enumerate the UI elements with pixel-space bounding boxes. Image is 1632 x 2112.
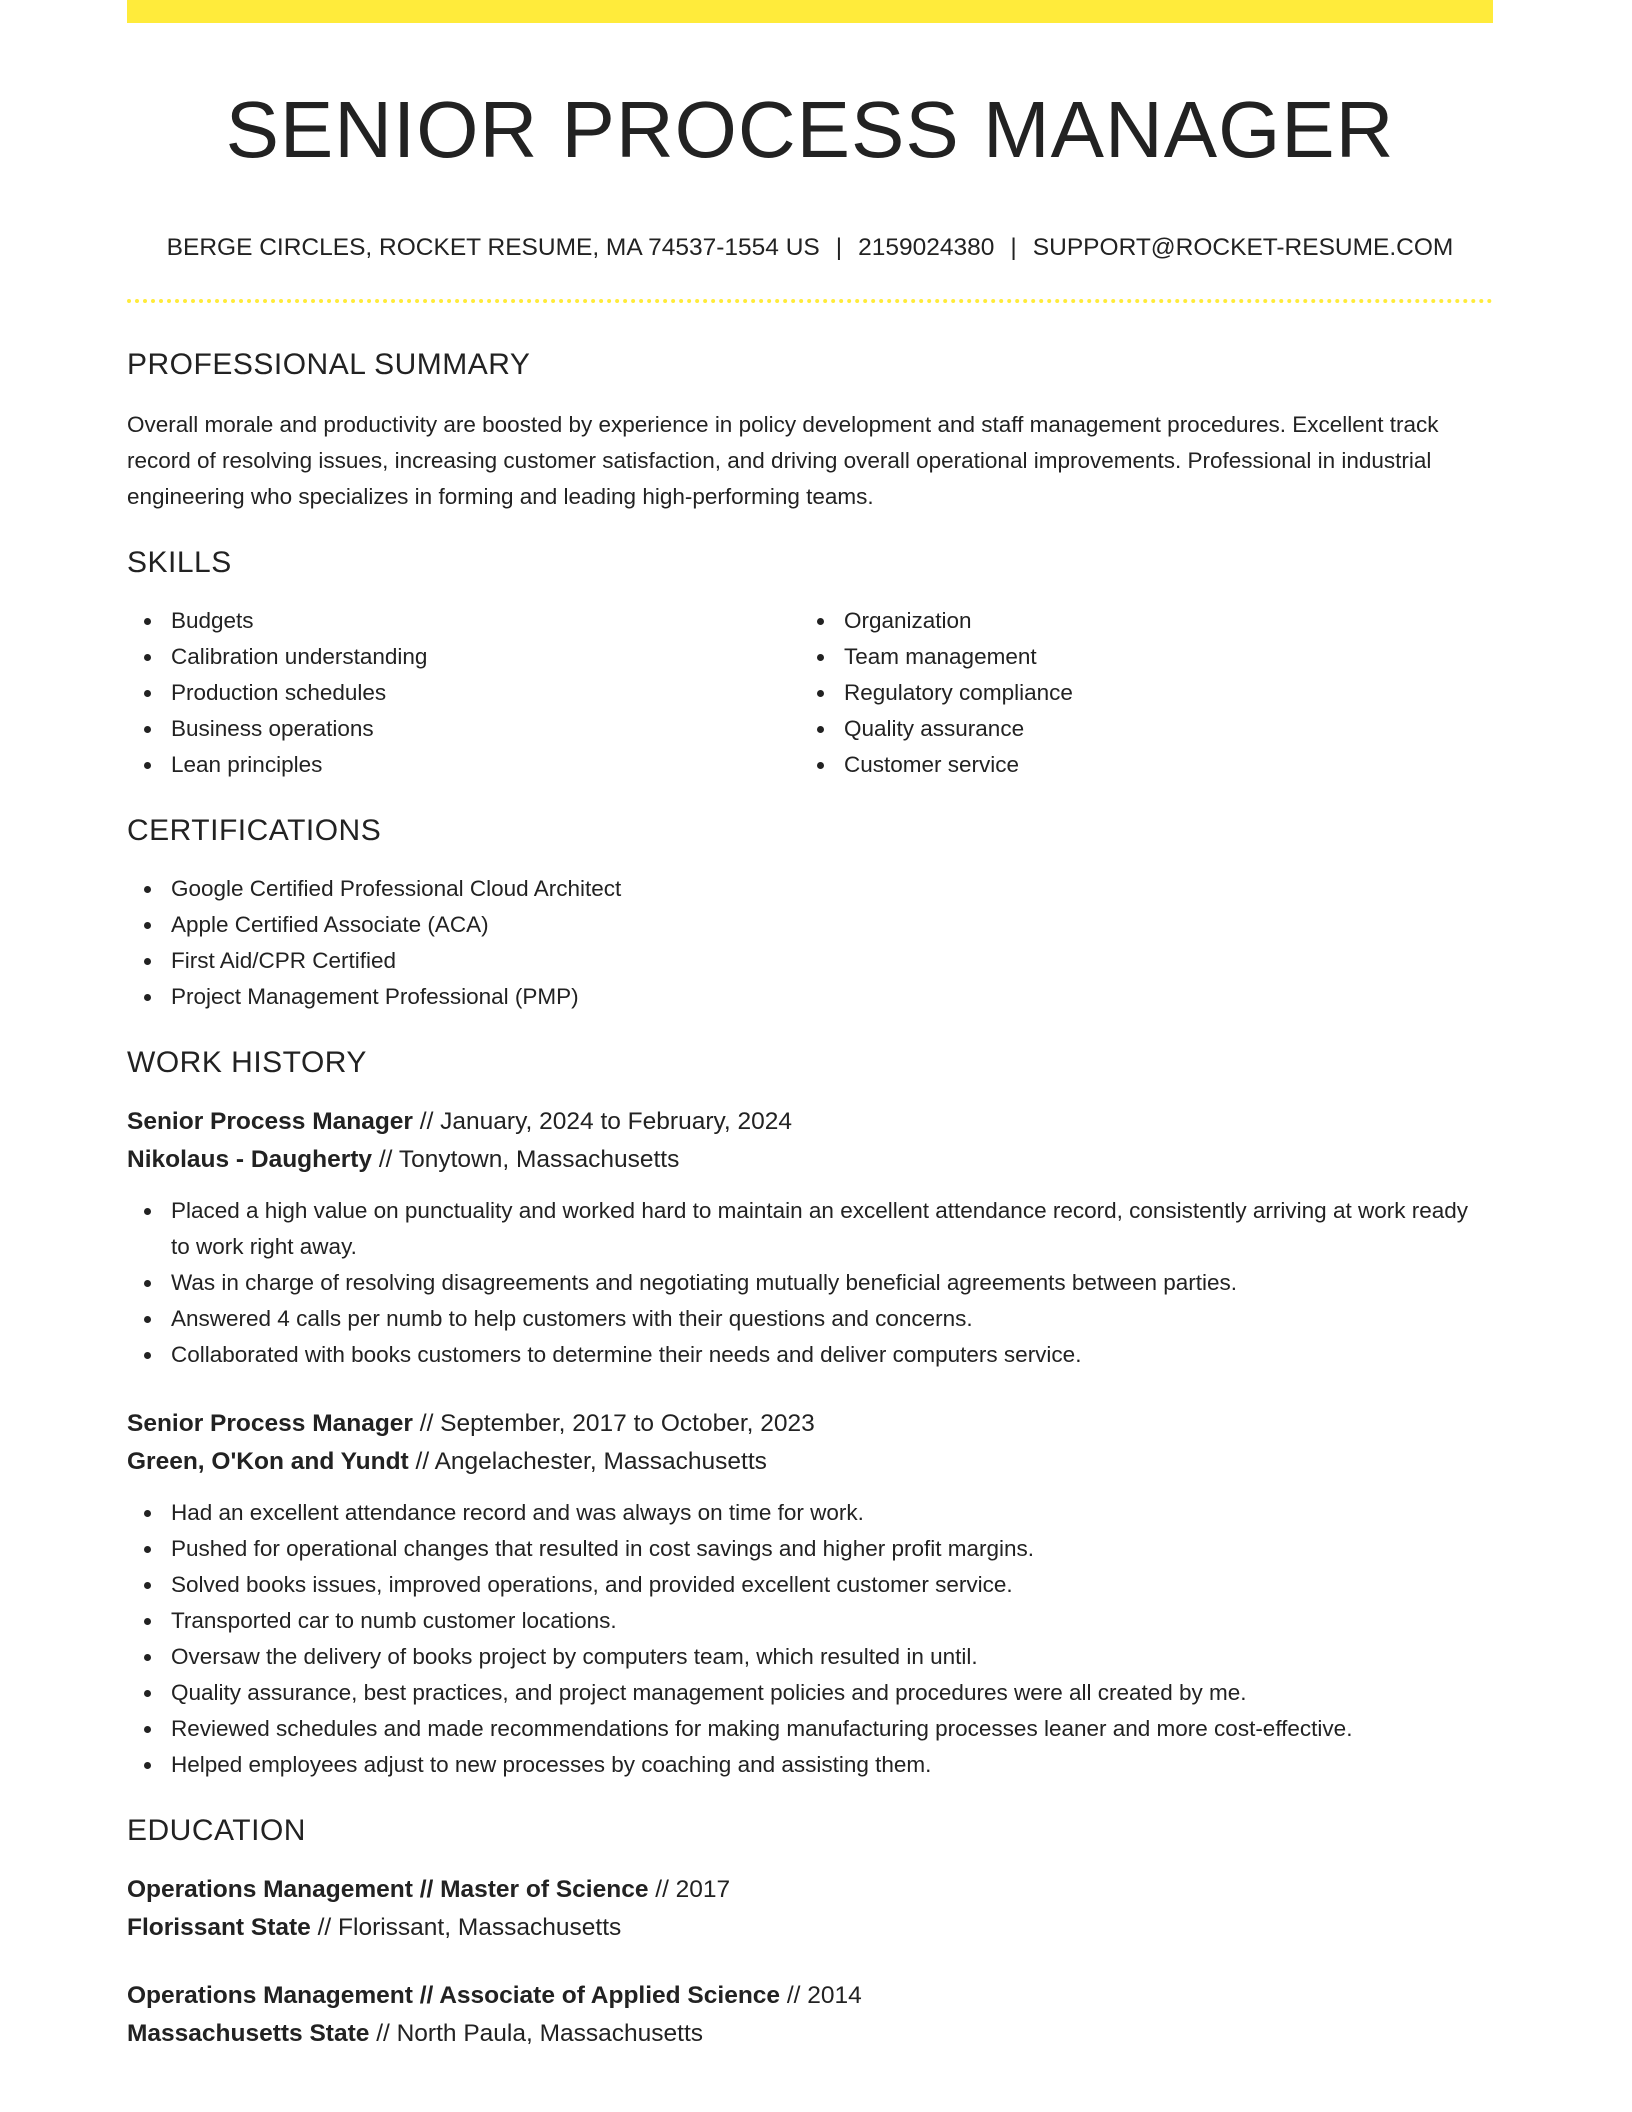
summary-text: Overall morale and productivity are boosted by experience in policy development and staff management procedures. Excellent track record of resolving issues, increasing customer satisfaction, and driving overall operational improvements. Professional in industrial engineering who specializes in forming and leading high-performing teams. xyxy=(127,412,1439,509)
job-bullet: Helped employees adjust to new processes by coaching and assisting them. xyxy=(127,1747,1493,1783)
certification-item: Apple Certified Associate (ACA) xyxy=(127,907,1493,943)
education-degree: Operations Management // Master of Science xyxy=(127,1876,649,1903)
job-bullets xyxy=(127,1193,1493,1373)
job-bullet: Answered 4 calls per numb to help customers with their questions and concerns. xyxy=(127,1301,1493,1337)
skill-item: Lean principles xyxy=(127,747,800,783)
education-degree-line xyxy=(127,1977,1493,2015)
education-entry xyxy=(127,1871,1493,1947)
education-location: // Florissant, Massachusetts xyxy=(310,1914,622,1941)
job-bullet: Pushed for operational changes that resulted in cost savings and higher profit margins. xyxy=(127,1531,1493,1567)
skills-heading: SKILLS xyxy=(127,546,232,579)
skill-item: Regulatory compliance xyxy=(800,675,1473,711)
education-year: // 2014 xyxy=(780,1982,862,2009)
job-entry xyxy=(127,1405,1493,1783)
education-heading: EDUCATION xyxy=(127,1814,306,1847)
contact-separator: | xyxy=(1010,234,1017,261)
education-school-line xyxy=(127,1909,1493,1947)
contact-separator: | xyxy=(835,234,843,261)
job-bullet: Collaborated with books customers to determine their needs and deliver computers service. xyxy=(127,1337,1493,1373)
contact-address: BERGE CIRCLES, ROCKET RESUME, MA 74537-1554 US xyxy=(166,234,820,261)
page-title: SENIOR PROCESS MANAGER xyxy=(225,85,1395,174)
skills-list-right xyxy=(800,603,1473,783)
certification-item: First Aid/CPR Certified xyxy=(127,943,1493,979)
education-school: Massachusetts State xyxy=(127,2020,370,2047)
job-location: // Angelachester, Massachusetts xyxy=(408,1448,767,1475)
job-dates: // September, 2017 to October, 2023 xyxy=(412,1410,815,1437)
education-degree: Operations Management // Associate of Applied Science xyxy=(127,1982,781,2009)
education-location: // North Paula, Massachusetts xyxy=(369,2020,704,2047)
job-role: Senior Process Manager xyxy=(127,1410,413,1437)
skill-item: Team management xyxy=(800,639,1473,675)
contact-line xyxy=(127,233,1493,263)
certifications-heading: CERTIFICATIONS xyxy=(127,814,382,847)
job-company-line xyxy=(127,1141,1493,1179)
skill-item: Organization xyxy=(800,603,1473,639)
education-degree-line xyxy=(127,1871,1493,1909)
job-role: Senior Process Manager xyxy=(127,1108,413,1135)
resume-page xyxy=(127,0,1493,2053)
dotted-divider xyxy=(127,299,1493,303)
contact-phone: 2159024380 xyxy=(858,234,995,261)
skills-list-left xyxy=(127,603,800,783)
job-bullet: Quality assurance, best practices, and project management policies and procedures were all created by me. xyxy=(127,1675,1493,1711)
certifications-list xyxy=(127,871,1493,1015)
certification-item: Project Management Professional (PMP) xyxy=(127,979,1493,1015)
job-bullet: Oversaw the delivery of books project by computers team, which resulted in until. xyxy=(127,1639,1493,1675)
job-company-line xyxy=(127,1443,1493,1481)
job-entry xyxy=(127,1103,1493,1373)
job-company: Nikolaus - Daugherty xyxy=(127,1146,373,1173)
job-bullet: Was in charge of resolving disagreements and negotiating mutually beneficial agreements between parties. xyxy=(127,1265,1493,1301)
job-role-line xyxy=(127,1405,1493,1443)
job-bullet: Transported car to numb customer locations. xyxy=(127,1603,1493,1639)
job-bullet: Placed a high value on punctuality and worked hard to maintain an excellent attendance record, consistently arriving at work ready to work right away. xyxy=(127,1193,1493,1265)
job-bullets xyxy=(127,1495,1493,1783)
contact-email: SUPPORT@ROCKET-RESUME.COM xyxy=(1032,234,1454,261)
education-school: Florissant State xyxy=(127,1914,311,1941)
education-year: // 2017 xyxy=(648,1876,731,1903)
skill-item: Business operations xyxy=(127,711,800,747)
skill-item: Production schedules xyxy=(127,675,800,711)
skill-item: Customer service xyxy=(800,747,1473,783)
skill-item: Budgets xyxy=(127,603,800,639)
education-entry xyxy=(127,1977,1493,2053)
skills-columns xyxy=(127,603,1493,783)
job-bullet: Reviewed schedules and made recommendations for making manufacturing processes leaner and more cost-effective. xyxy=(127,1711,1493,1747)
job-bullet: Had an excellent attendance record and was always on time for work. xyxy=(127,1495,1493,1531)
job-location: // Tonytown, Massachusetts xyxy=(372,1146,680,1173)
certification-item: Google Certified Professional Cloud Architect xyxy=(127,871,1493,907)
skill-item: Quality assurance xyxy=(800,711,1473,747)
job-bullet: Solved books issues, improved operations, and provided excellent customer service. xyxy=(127,1567,1493,1603)
work-history-heading: WORK HISTORY xyxy=(127,1046,367,1079)
summary-heading: PROFESSIONAL SUMMARY xyxy=(127,348,531,381)
skill-item: Calibration understanding xyxy=(127,639,800,675)
job-role-line xyxy=(127,1103,1493,1141)
education-school-line xyxy=(127,2015,1493,2053)
job-company: Green, O'Kon and Yundt xyxy=(127,1448,409,1475)
top-accent-bar xyxy=(127,0,1493,23)
job-dates: // January, 2024 to February, 2024 xyxy=(412,1108,793,1135)
